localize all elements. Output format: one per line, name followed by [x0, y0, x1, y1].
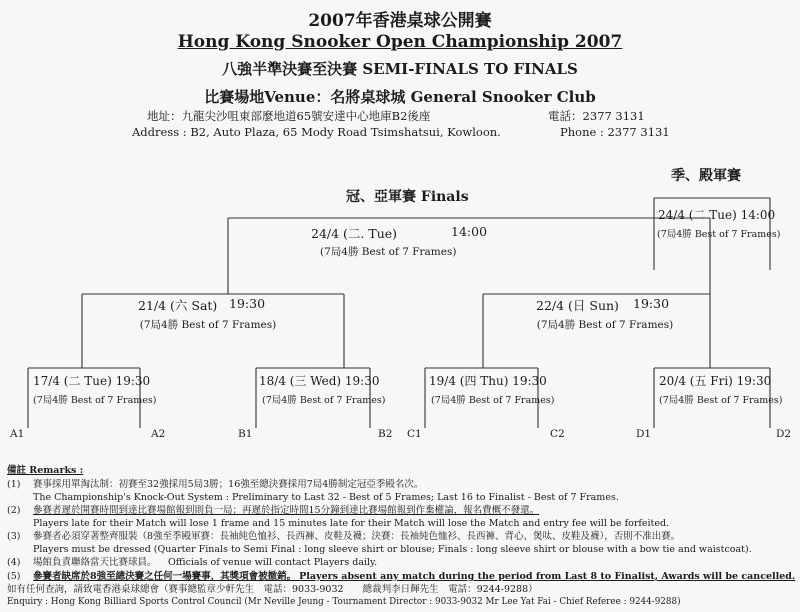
remark-3-en: Players must be dressed (Quarter Finals to Semi Final : long sleeve shirt or blouse; Finals : long sleeve shirt or blouse with a bow tie and waistcoat).	[33, 544, 752, 555]
remark-3-num: (3)	[7, 531, 21, 542]
finals-label: 冠、亞軍賽 Finals	[346, 189, 469, 205]
quarter-2-frames: (7局4勝 Best of 7 Frames)	[262, 395, 386, 406]
slot-b2: B2	[378, 428, 393, 440]
address-english: Address : B2, Auto Plaza, 65 Mody Road Tsimshatsui, Kowloon.	[132, 125, 501, 139]
semi-right-time: 19:30	[633, 296, 670, 311]
slot-c1: C1	[407, 428, 422, 440]
remark-2-num: (2)	[7, 505, 21, 516]
venue-line: 比賽場地Venue：名將桌球城 General Snooker Club	[204, 88, 596, 106]
remark-5-en: Players absent any match during the period from Last 8 to Finalist, Awards will be cancelled.	[299, 571, 796, 582]
semi-left-frames: (7局4勝 Best of 7 Frames)	[139, 319, 277, 331]
remark-4-num: (4)	[7, 557, 21, 568]
remark-5-line	[33, 572, 795, 582]
phone-english: Phone : 2377 3131	[560, 125, 670, 139]
remarks-heading	[7, 466, 83, 476]
quarter-1-datetime: 17/4 (二 Tue) 19:30	[33, 374, 151, 388]
third-place-datetime: 24/4 (二 Tue) 14:00	[658, 208, 776, 222]
semi-right-date: 22/4 (日 Sun)	[536, 298, 619, 313]
final-time: 14:00	[451, 224, 488, 239]
quarter-3-frames: (7局4勝 Best of 7 Frames)	[431, 395, 555, 406]
remark-2-en: Players late for their Match will lose 1 frame and 15 minutes late for their Match will lose the Match and entry fee will be forfeited.	[33, 518, 670, 529]
final-date: 24/4 (二. Tue)	[311, 226, 398, 241]
remark-1-en: The Championship's Knock-Out System : Preliminary to Last 32 - Best of 5 Frames; Last 16 to Finalist - Best of 7 Frames.	[33, 492, 619, 503]
remark-3-zh: 參賽者必須穿著整齊服裝（8強至季殿軍賽：長袖純色恤衫、長西褲、皮鞋及襪；決賽：長袖純色恤衫、長西褲、背心、煲呔、皮鞋及襪），否則不准出賽。	[33, 531, 681, 542]
remark-4-en: Officials of venue will contact Players daily.	[168, 557, 378, 568]
phone-chinese: 電話：2377 3131	[548, 109, 645, 123]
address-chinese: 地址：九龍尖沙咀東部麼地道65號安達中心地庫B2後座	[147, 109, 431, 123]
semi-left-time: 19:30	[229, 296, 266, 311]
remark-1-zh: 賽事採用單淘汰制：初賽至32強採用5局3勝；16強至總決賽採用7局4勝制定冠亞季殿名次。	[33, 479, 424, 490]
quarter-4-datetime: 20/4 (五 Fri) 19:30	[659, 374, 772, 388]
quarter-4-frames: (7局4勝 Best of 7 Frames)	[659, 395, 783, 406]
remark-4-zh: 場館負責聯絡當天比賽球員。	[33, 557, 157, 568]
title-chinese: 2007年香港桌球公開賽	[308, 11, 492, 31]
slot-d1: D1	[636, 428, 652, 440]
semi-left-date: 21/4 (六 Sat)	[138, 298, 218, 313]
quarter-3-datetime: 19/4 (四 Thu) 19:30	[429, 374, 547, 388]
title-english: Hong Kong Snooker Open Championship 2007	[177, 32, 623, 52]
remark-5-num: (5)	[7, 571, 21, 582]
remarks-heading-text: 備註 Remarks :	[7, 465, 84, 476]
remark-5-zh: 參賽者缺席於8強至總決賽之任何一場賽事，其獎項會被撤銷。	[33, 571, 297, 582]
third-place-label: 季、殿軍賽	[671, 168, 741, 184]
third-place-frames: (7局4勝 Best of 7 Frames)	[657, 229, 781, 240]
slot-d2: D2	[776, 428, 792, 440]
slot-a2: A2	[151, 428, 166, 440]
quarter-1-frames: (7局4勝 Best of 7 Frames)	[33, 395, 157, 406]
enquiry-chinese: 如有任何查詢，請致電香港桌球總會（賽事總監章少軒先生 電話：9033-9032 總裁判李日輝先生 電話：9244-9288）	[7, 584, 538, 595]
semi-right-frames: (7局4勝 Best of 7 Frames)	[536, 319, 674, 331]
enquiry-english: Enquiry : Hong Kong Billiard Sports Control Council (Mr Neville Jeung - Tournament Director : 9033-9032 Mr Lee Yat Fai - Chief Referee : 9244-9288)	[7, 597, 681, 607]
remark-1-num: (1)	[7, 479, 21, 490]
final-frames: (7局4勝 Best of 7 Frames)	[320, 246, 457, 258]
slot-c2: C2	[550, 428, 565, 440]
stage-title: 八強半準決賽至決賽 SEMI-FINALS TO FINALS	[222, 60, 578, 78]
slot-a1: A1	[10, 428, 25, 440]
remark-2-zh: 參賽者遲於開賽時間到達比賽場館報到則負一局；再遲於指定時間15分鐘到達比賽場館報到作棄權論，報名費概不發還。	[33, 505, 540, 516]
quarter-2-datetime: 18/4 (三 Wed) 19:30	[259, 374, 380, 388]
slot-b1: B1	[238, 428, 253, 440]
